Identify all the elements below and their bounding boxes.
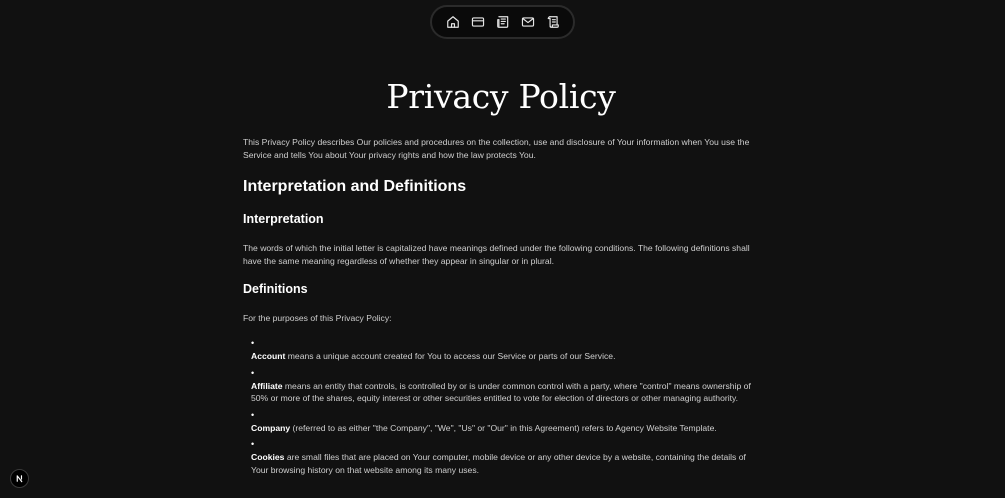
- bullet-dot: •: [251, 439, 255, 450]
- home-icon[interactable]: [444, 14, 461, 31]
- definition-body: means a unique account created for You to access our Service or parts of our Service.: [285, 350, 616, 361]
- definition-text: [251, 380, 759, 405]
- policy-content: [243, 75, 759, 481]
- definition-term: Cookies: [251, 452, 285, 463]
- subheading-interpretation: Interpretation: [243, 212, 324, 227]
- intro-paragraph: This Privacy Policy describes Our policies and procedures on the collection, use and disclosure of Your information when You use the Service and tells You about Your privacy rights and how the law protects You.: [243, 137, 750, 160]
- bullet-dot: •: [251, 367, 255, 378]
- card-icon[interactable]: [469, 14, 486, 31]
- scroll-icon[interactable]: [544, 14, 561, 31]
- definition-text: [251, 350, 759, 363]
- list-item: [251, 367, 759, 405]
- newspaper-icon[interactable]: [494, 14, 511, 31]
- definitions-intro: For the purposes of this Privacy Policy:: [243, 313, 392, 324]
- mail-icon[interactable]: [519, 14, 536, 31]
- subheading-definitions: Definitions: [243, 282, 308, 297]
- list-item: [251, 409, 759, 435]
- definition-body: means an entity that controls, is controlled by or is under common control with a party, where "control" means ownership of 50% or more of the shares, equity interest or other securities entitled to vote for election of directors or other managing authority.: [251, 380, 751, 404]
- definitions-list: [243, 337, 759, 477]
- nextjs-logo-icon[interactable]: [10, 469, 29, 488]
- top-nav: [430, 5, 575, 39]
- definition-text: [251, 451, 759, 476]
- bullet-dot: •: [251, 337, 255, 348]
- interpretation-paragraph: The words of which the initial letter is capitalized have meanings defined under the following conditions. The following definitions shall have the same meaning regardless of whether they appear in singular or in plural.: [243, 243, 750, 266]
- page-title: Privacy Policy: [386, 77, 616, 116]
- definition-term: Affiliate: [251, 380, 283, 391]
- section-heading-interpretation-definitions: Interpretation and Definitions: [243, 178, 467, 196]
- bullet-dot: •: [251, 409, 255, 420]
- list-item: [251, 337, 759, 363]
- definition-body: are small files that are placed on Your computer, mobile device or any other device by a website, containing the details of Your browsing history on that website among its many uses.: [251, 452, 746, 475]
- definition-term: Company: [251, 422, 291, 433]
- definition-term: Account: [251, 350, 286, 361]
- definition-text: [251, 422, 759, 435]
- definition-body: (referred to as either "the Company", "We", "Us" or "Our" in this Agreement) refers to Agency Website Template.: [290, 422, 717, 433]
- list-item: [251, 438, 759, 476]
